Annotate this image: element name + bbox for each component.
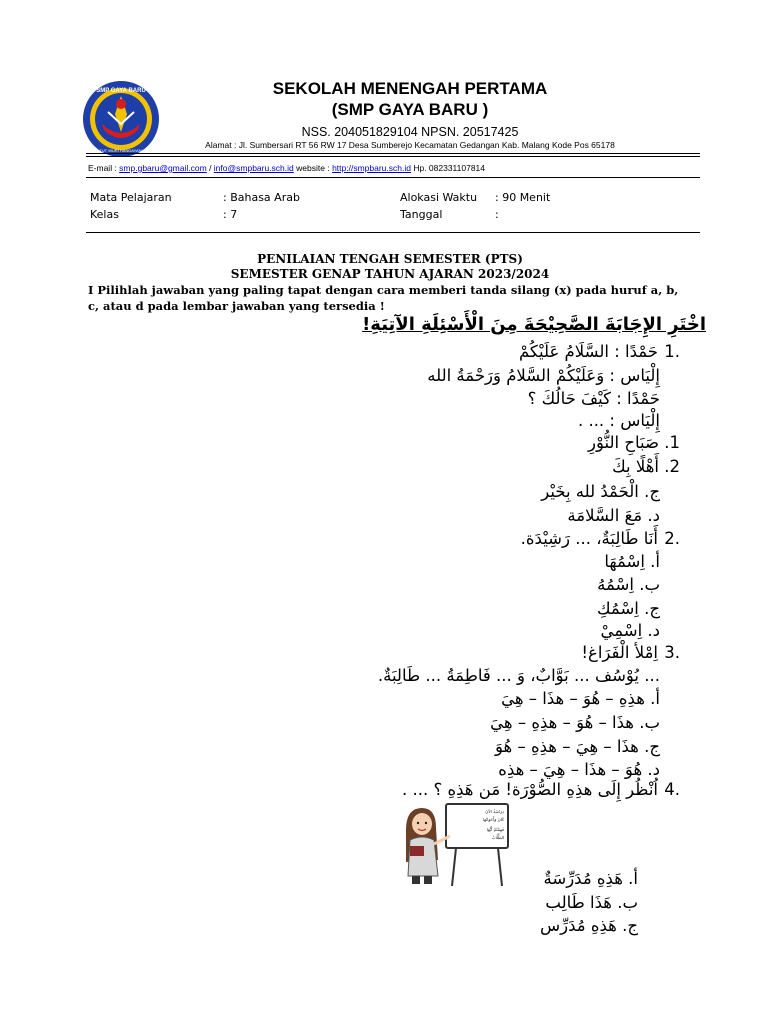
email-label: E-mail :	[88, 163, 120, 173]
q2-text: أَنَا طَالِبَةٌ، ... رَشِيْدَة.	[520, 529, 658, 548]
q3-option-4: د. هُوَ – هذَا – هِيَ – هذِه	[498, 760, 660, 779]
q4-option-3: ج. هَذِهِ مُدَرِّس	[539, 916, 638, 935]
q1-number: 1.	[664, 342, 680, 361]
exam-subtitle: SEMESTER GENAP TAHUN AJARAN 2023/2024	[230, 267, 550, 281]
class-value: : 7	[223, 208, 238, 221]
nss-npsn: NSS. 204051829104 NPSN. 20517425	[301, 125, 519, 139]
contact-divider	[86, 177, 700, 178]
q1-option-2: 2. أَهْلًا بِكَ	[612, 457, 680, 476]
email-link-2[interactable]: info@smpbaru.sch.id	[213, 163, 294, 173]
q2-option-4: د. اِسْمِيْ	[600, 621, 660, 640]
q1-option-3: ج. الْحَمْدُ لله بِخَيْر	[541, 482, 660, 501]
board-line-1: دِرَاسَةُ الآنَ	[485, 809, 504, 814]
class-label: Kelas	[90, 208, 119, 221]
q2-option-3: ج. اِسْمُكِ	[597, 599, 660, 618]
school-logo	[82, 80, 160, 158]
q1-line-2: إِلْيَاس : وَعَلَيْكُمْ السَّلامُ وَرَحْمَةُ الله	[427, 366, 660, 385]
board-line-4: الطُّلَّابُ	[491, 835, 504, 840]
q4-number: 4.	[664, 780, 680, 799]
q4-option-2: ب. هَذَا طَالِب	[545, 893, 638, 912]
exam-title: PENILAIAN TENGAH SEMESTER (PTS)	[257, 252, 523, 266]
q1-option-4: د. مَعَ السَّلامَة	[567, 506, 660, 525]
q1-line-3: حَمْدًا : كَيْفَ حَالُكَ ؟	[527, 389, 660, 408]
website-label: website :	[293, 163, 333, 173]
q1-line-1: حَمْدًا : السَّلَامُ عَلَيْكُمْ	[518, 342, 658, 361]
q3-option-1: أ. هذِهِ – هُوَ – هذَا – هِيَ	[501, 689, 660, 708]
school-name: SEKOLAH MENENGAH PERTAMA	[272, 79, 548, 98]
q2-option-2: ب. اِسْمُهُ	[597, 575, 660, 594]
school-address: Alamat : Jl. Sumbersari RT 56 RW 17 Desa Sumberejo Kecamatan Gedangan Kab. Malang Kode Pos 65178	[205, 140, 615, 150]
q4-option-1: أ. هَذِهِ مُدَرِّسَةٌ	[543, 869, 638, 888]
subject-label: Mata Pelajaran	[90, 191, 172, 204]
arabic-heading: اخْتَرِ الإِجَابَةَ الصَّحِيْحَةَ مِنَ الْأَسْئِلَةِ الآتِيَةِ!	[362, 314, 706, 335]
logo-motto: TUT WURI HANDAYANI	[99, 148, 143, 153]
teacher-illustration	[400, 800, 512, 886]
instruction: I Pilihlah jawaban yang paling tapat dengan cara memberi tanda silang (x) pada huruf a, b, c, atau d pada lembar jawaban yang tersedia !	[88, 283, 679, 313]
date-value: :	[495, 208, 499, 221]
website-link[interactable]: http://smpbaru.sch.id	[332, 163, 411, 173]
separator: /	[206, 163, 214, 173]
subject-value: : Bahasa Arab	[223, 191, 300, 204]
date-label: Tanggal	[400, 208, 443, 221]
header-divider-2	[86, 156, 700, 157]
q3-sentence: ... يُوْسُف ... بَوَّابٌ، وَ ... فَاطِمَةُ ... طَالِبَةٌ.	[377, 666, 660, 685]
time-value: : 90 Menit	[495, 191, 551, 204]
logo-text: SMP GAYA BARU	[96, 88, 146, 94]
q3-number: 3.	[664, 643, 680, 662]
q3-text: اِمْلأ الْفَرَاغ!	[581, 643, 658, 662]
contact-line	[88, 163, 485, 173]
q3-option-2: ب. هذَا – هُوَ – هذِهِ – هِيَ	[490, 713, 660, 732]
q1-line-4: إِلْيَاس : ... .	[577, 411, 660, 430]
q2-option-1: أ. اِسْمُهَا	[604, 552, 660, 571]
phone: Hp. 082331107814	[410, 163, 486, 173]
school-short-name: (SMP GAYA BARU )	[331, 100, 489, 119]
email-link-1[interactable]: smp.gbaru@gmail.com	[119, 163, 207, 173]
q4-text: اُنْظُر إِلَى هذِهِ الصُّوْرَة! مَن هَذِهِ ؟ ... .	[402, 780, 658, 799]
info-divider	[86, 232, 700, 233]
header-divider	[86, 153, 700, 154]
q3-option-3: ج. هذَا – هِيَ – هذِهِ – هُوَ	[495, 737, 660, 756]
q1-option-1: 1. صَبَاحِ النُّوْرِ	[588, 433, 680, 452]
q2-number: 2.	[664, 529, 680, 548]
board-line-3: فَهِمْتُمْ أَيُّهَا	[486, 827, 504, 832]
board-line-2: كَانَ وَأَخَوَاتُهَا	[482, 817, 504, 822]
time-label: Alokasi Waktu	[400, 191, 478, 204]
